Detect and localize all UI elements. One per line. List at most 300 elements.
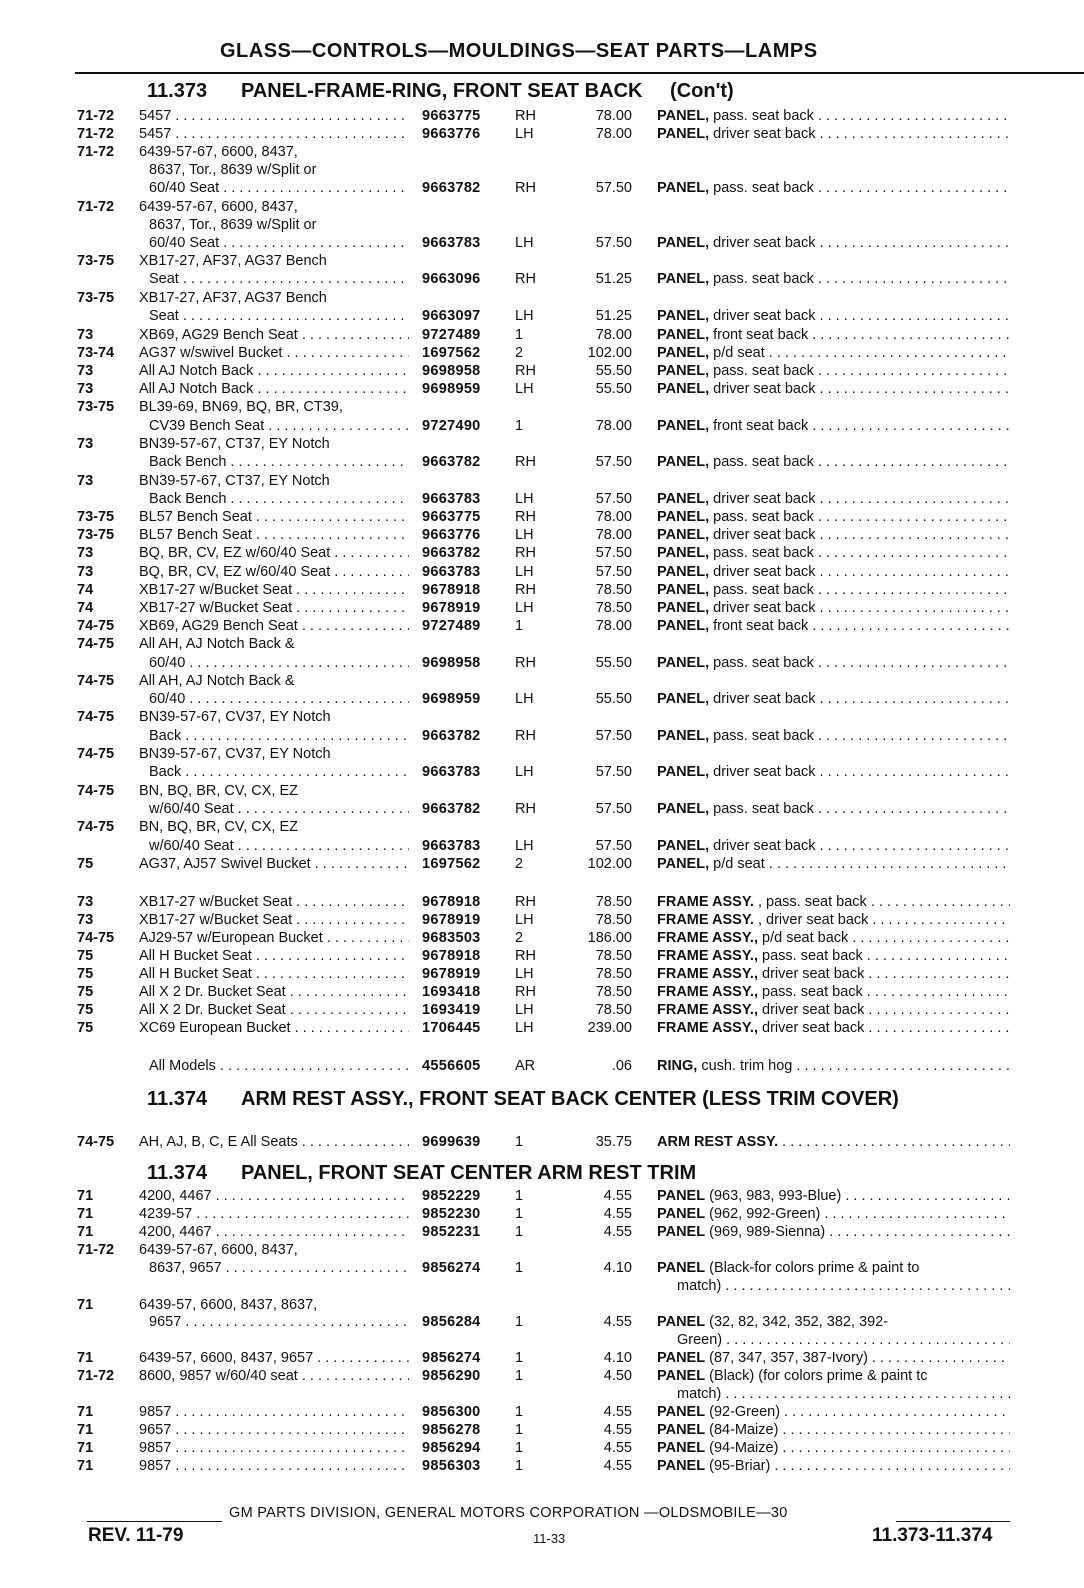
part-description [657, 617, 1010, 635]
part-description [657, 599, 1010, 617]
model-applicability: Back Bench . . . [139, 453, 409, 471]
part-detail: (87, 347, 357, 387-Ivory) [709, 1350, 868, 1366]
part-name: FRAME ASSY. [657, 894, 754, 910]
part-detail: (95-Briar) [709, 1458, 771, 1474]
table-row [0, 893, 1084, 911]
list-price: 78.50 [595, 894, 632, 910]
table-row [0, 708, 1084, 726]
list-price: 102.00 [587, 856, 632, 872]
table-row [0, 617, 1084, 635]
part-number: 9683503 [422, 930, 481, 946]
table-row [0, 837, 1084, 855]
table-row [0, 380, 1084, 398]
model-applicability: All Models . . . [139, 1057, 409, 1075]
part-description [657, 544, 1010, 562]
quantity: LH [515, 764, 534, 780]
list-price: 4.55 [603, 1440, 632, 1456]
model-applicability: 9857 . . . [139, 1457, 409, 1475]
model-year: 73-74 [77, 345, 115, 361]
part-detail: pass. seat back [713, 545, 814, 561]
part-detail: pass. seat back [713, 728, 814, 744]
table-row [0, 581, 1084, 599]
list-price: 78.50 [595, 948, 632, 964]
table-row [0, 198, 1084, 216]
model-applicability: BN39-57-67, CV37, EY Notch [139, 709, 331, 725]
model-year: 71 [77, 1422, 94, 1438]
part-description [657, 1439, 1010, 1457]
quantity: LH [515, 527, 534, 543]
part-number: 9663783 [422, 764, 481, 780]
model-year: 75 [77, 966, 94, 982]
model-applicability: XB17-27 w/Bucket Seat . . . [139, 599, 409, 617]
part-name: PANEL [657, 1422, 706, 1438]
list-price: 4.55 [603, 1422, 632, 1438]
part-number: 9852230 [422, 1206, 481, 1222]
table-row [0, 1385, 1084, 1403]
table-row [0, 911, 1084, 929]
quantity: 1 [515, 618, 524, 634]
part-name: PANEL, [657, 491, 710, 507]
part-description [657, 526, 1010, 544]
model-year: 73-75 [77, 509, 115, 525]
quantity: RH [515, 948, 536, 964]
part-detail: pass. seat back [713, 108, 814, 124]
model-year: 75 [77, 856, 94, 872]
part-name: PANEL, [657, 509, 710, 525]
section-heading: PANEL, FRONT SEAT CENTER ARM REST TRIM [241, 1162, 697, 1184]
part-number: 9852229 [422, 1188, 481, 1204]
part-description [657, 1259, 1010, 1277]
part-detail: , pass. seat back [757, 894, 867, 910]
list-price: 102.00 [587, 345, 632, 361]
table-row [0, 252, 1084, 270]
quantity: LH [515, 308, 534, 324]
quantity: RH [515, 180, 536, 196]
part-detail: (32, 82, 342, 352, 382, 392- [709, 1314, 889, 1330]
model-applicability: BN, BQ, BR, CV, CX, EZ [139, 783, 299, 799]
model-applicability: XB17-27, AF37, AG37 Bench [139, 253, 327, 269]
quantity: 1 [515, 418, 524, 434]
table-row [0, 1187, 1084, 1205]
list-price: 55.50 [595, 381, 632, 397]
model-year: 74 [77, 582, 94, 598]
part-name: PANEL, [657, 180, 710, 196]
footer-corporation: GM PARTS DIVISION, GENERAL MOTORS CORPORATION —OLDSMOBILE—30 [229, 1505, 788, 1521]
part-number: 9663783 [422, 235, 481, 251]
model-year: 71-72 [77, 108, 115, 124]
part-number: 9678919 [422, 966, 481, 982]
part-description [657, 1403, 1010, 1421]
quantity: 1 [515, 1350, 524, 1366]
part-detail: pass. seat back [713, 271, 814, 287]
model-year: 75 [77, 1002, 94, 1018]
table-row [0, 435, 1084, 453]
part-number: 9856284 [422, 1314, 481, 1330]
table-row [0, 143, 1084, 161]
table-row [0, 1001, 1084, 1019]
model-applicability: 6439-57, 6600, 8437, 9657 . . . [139, 1349, 409, 1367]
list-price: .06 [611, 1058, 632, 1074]
list-price: 51.25 [595, 271, 632, 287]
part-name: PANEL [657, 1404, 706, 1420]
table-row [0, 763, 1084, 781]
table-row [0, 453, 1084, 471]
part-detail: driver seat back [762, 1020, 865, 1036]
part-name: PANEL, [657, 235, 710, 251]
part-description [657, 307, 1010, 325]
table-row [0, 727, 1084, 745]
part-number: 9698959 [422, 381, 481, 397]
part-name: PANEL, [657, 381, 710, 397]
list-price: 4.10 [603, 1350, 632, 1366]
part-description [657, 893, 1010, 911]
model-year: 73 [77, 545, 94, 561]
part-name: PANEL, [657, 327, 710, 343]
part-name: PANEL [657, 1440, 706, 1456]
part-number: 9856278 [422, 1422, 481, 1438]
model-year: 71 [77, 1458, 94, 1474]
part-description [657, 1001, 1010, 1019]
model-year: 73 [77, 473, 94, 489]
list-price: 78.50 [595, 966, 632, 982]
model-year: 71 [77, 1350, 94, 1366]
part-name: PANEL, [657, 564, 710, 580]
part-detail: (Black-for colors prime & paint to [709, 1260, 920, 1276]
model-year: 74-75 [77, 783, 115, 799]
part-name: FRAME ASSY., [657, 948, 758, 964]
table-row [0, 782, 1084, 800]
table-row [0, 1331, 1084, 1349]
part-description [657, 344, 1010, 362]
part-name: PANEL [657, 1224, 706, 1240]
part-description [657, 179, 1010, 197]
list-price: 78.00 [595, 108, 632, 124]
model-year: 73 [77, 894, 94, 910]
table-row [0, 326, 1084, 344]
model-applicability: 5457 . . . [139, 125, 409, 143]
footer-revision: REV. 11-79 [88, 1525, 184, 1546]
part-number: 9727490 [422, 418, 481, 434]
part-detail: (84-Maize) [709, 1422, 779, 1438]
quantity: 1 [515, 1368, 524, 1384]
running-head [75, 38, 1084, 74]
model-applicability: All X 2 Dr. Bucket Seat . . . [139, 1001, 409, 1019]
table-row [0, 1133, 1084, 1151]
quantity: RH [515, 509, 536, 525]
model-year: 73-75 [77, 527, 115, 543]
model-applicability: All AJ Notch Back . . . [139, 362, 409, 380]
quantity: 1 [515, 327, 524, 343]
section-heading: PANEL-FRAME-RING, FRONT SEAT BACK [241, 80, 643, 102]
model-year: 74-75 [77, 1134, 115, 1150]
list-price: 4.55 [603, 1206, 632, 1222]
part-number: 9678919 [422, 600, 481, 616]
quantity: LH [515, 381, 534, 397]
list-price: 4.55 [603, 1314, 632, 1330]
quantity: 1 [515, 1206, 524, 1222]
part-detail: p/d seat back [762, 930, 849, 946]
model-applicability: AH, AJ, B, C, E All Seats . . . [139, 1133, 409, 1151]
quantity: LH [515, 691, 534, 707]
part-name: FRAME ASSY., [657, 1002, 758, 1018]
model-applicability: Back Bench . . . [139, 490, 409, 508]
table-row [0, 1277, 1084, 1295]
table-row [0, 362, 1084, 380]
part-number: 1693419 [422, 1002, 481, 1018]
model-year: 71-72 [77, 144, 115, 160]
list-price: 78.50 [595, 984, 632, 1000]
quantity: RH [515, 545, 536, 561]
part-description [657, 1313, 1010, 1331]
part-description [657, 965, 1010, 983]
table-row [0, 107, 1084, 125]
part-detail: match) [677, 1278, 722, 1294]
model-applicability: BL39-69, BN69, BQ, BR, CT39, [139, 399, 343, 415]
part-description [657, 1019, 1010, 1037]
part-description [657, 1277, 1010, 1295]
quantity: 1 [515, 1440, 524, 1456]
model-year: 73 [77, 564, 94, 580]
part-detail: pass. seat back [762, 948, 863, 964]
part-number: 9856303 [422, 1458, 481, 1474]
list-price: 239.00 [587, 1020, 632, 1036]
list-price: 57.50 [595, 764, 632, 780]
quantity: 1 [515, 1404, 524, 1420]
list-price: 57.50 [595, 728, 632, 744]
model-applicability: 8637, 9657 . . . [139, 1259, 409, 1277]
section-title [147, 1088, 899, 1111]
quantity: LH [515, 1002, 534, 1018]
table-row [0, 1349, 1084, 1367]
model-applicability: 4200, 4467 . . . [139, 1187, 409, 1205]
quantity: AR [515, 1058, 536, 1074]
part-description [657, 837, 1010, 855]
part-description [657, 1331, 1010, 1349]
part-description [657, 270, 1010, 288]
model-applicability: 60/40 Seat . . . [139, 179, 409, 197]
part-description [657, 727, 1010, 745]
quantity: 1 [515, 1134, 524, 1150]
part-detail: cush. trim hog [701, 1058, 793, 1074]
part-detail: p/d seat [713, 856, 765, 872]
model-applicability: BL57 Bench Seat . . . [139, 508, 409, 526]
model-applicability: BN39-57-67, CT37, EY Notch [139, 473, 330, 489]
list-price: 4.55 [603, 1404, 632, 1420]
part-number: 9698959 [422, 691, 481, 707]
running-head-text: GLASS—CONTROLS—MOULDINGS—SEAT PARTS—LAMPS [220, 40, 818, 62]
list-price: 57.50 [595, 454, 632, 470]
table-row [0, 526, 1084, 544]
model-year: 74-75 [77, 819, 115, 835]
quantity: RH [515, 108, 536, 124]
part-detail: driver seat back [713, 691, 816, 707]
model-applicability: BQ, BR, CV, EZ w/60/40 Seat . . . [139, 544, 409, 562]
part-name: PANEL, [657, 545, 710, 561]
part-description [657, 1133, 1010, 1151]
part-number: 9663783 [422, 491, 481, 507]
model-applicability: Seat . . . [139, 307, 409, 325]
quantity: LH [515, 126, 534, 142]
table-row [0, 490, 1084, 508]
model-applicability: 9657 . . . [139, 1421, 409, 1439]
part-name: PANEL, [657, 655, 710, 671]
model-applicability: XC69 European Bucket . . . [139, 1019, 409, 1037]
quantity: LH [515, 491, 534, 507]
model-year: 74-75 [77, 746, 115, 762]
list-price: 57.50 [595, 838, 632, 854]
quantity: LH [515, 838, 534, 854]
model-applicability: 6439-57-67, 6600, 8437, [139, 1242, 298, 1258]
model-applicability: XB69, AG29 Bench Seat . . . [139, 617, 409, 635]
model-applicability: AG37, AJ57 Swivel Bucket . . . [139, 855, 409, 873]
table-row [0, 179, 1084, 197]
table-row [0, 508, 1084, 526]
list-price: 78.00 [595, 527, 632, 543]
model-applicability: Seat . . . [139, 270, 409, 288]
part-name: PANEL, [657, 600, 710, 616]
part-number: 9663782 [422, 454, 481, 470]
table-row [0, 1205, 1084, 1223]
part-number: 9856300 [422, 1404, 481, 1420]
table-row [0, 270, 1084, 288]
model-year: 71 [77, 1188, 94, 1204]
model-applicability: 9657 . . . [139, 1313, 409, 1331]
list-price: 4.55 [603, 1188, 632, 1204]
section-continued: (Con't) [670, 80, 734, 102]
model-applicability: 6439-57, 6600, 8437, 8637, [139, 1297, 318, 1313]
table-row [0, 563, 1084, 581]
table-row [0, 216, 1084, 234]
section-title [147, 80, 734, 103]
table-row [0, 983, 1084, 1001]
model-year: 75 [77, 984, 94, 1000]
list-price: 78.50 [595, 582, 632, 598]
model-year: 74 [77, 600, 94, 616]
part-detail: (92-Green) [709, 1404, 781, 1420]
quantity: 1 [515, 1314, 524, 1330]
part-number: 9663776 [422, 126, 481, 142]
part-detail: pass. seat back [713, 655, 814, 671]
table-row [0, 1259, 1084, 1277]
part-number: 9663782 [422, 728, 481, 744]
part-number: 9663775 [422, 509, 481, 525]
table-row [0, 1019, 1084, 1037]
part-name: PANEL, [657, 418, 710, 434]
section-heading: ARM REST ASSY., FRONT SEAT BACK CENTER (LESS TRIM COVER) [241, 1088, 899, 1110]
section-number: 11.373 [147, 80, 208, 102]
table-row [0, 1421, 1084, 1439]
part-detail: pass. seat back [713, 180, 814, 196]
part-description [657, 362, 1010, 380]
part-description [657, 107, 1010, 125]
part-description [657, 234, 1010, 252]
model-applicability: BN, BQ, BR, CV, CX, EZ [139, 819, 299, 835]
table-row [0, 417, 1084, 435]
model-year: 73 [77, 912, 94, 928]
model-applicability: w/60/40 Seat . . . [139, 837, 409, 855]
model-applicability: AG37 w/swivel Bucket . . . [139, 344, 409, 362]
model-year: 71-72 [77, 199, 115, 215]
part-number: 9698958 [422, 655, 481, 671]
part-name: PANEL, [657, 801, 710, 817]
part-name: PANEL, [657, 108, 710, 124]
section-title [147, 1162, 696, 1185]
part-number: 9678918 [422, 582, 481, 598]
quantity: RH [515, 894, 536, 910]
part-number: 4556605 [422, 1058, 481, 1074]
model-applicability: BQ, BR, CV, EZ w/60/40 Seat . . . [139, 563, 409, 581]
quantity: RH [515, 363, 536, 379]
quantity: 1 [515, 1260, 524, 1276]
model-applicability: BN39-57-67, CT37, EY Notch [139, 436, 330, 452]
model-applicability: All X 2 Dr. Bucket Seat . . . [139, 983, 409, 1001]
part-detail: pass. seat back [713, 363, 814, 379]
part-name: PANEL, [657, 691, 710, 707]
part-description [657, 1421, 1010, 1439]
model-applicability: All AJ Notch Back . . . [139, 380, 409, 398]
model-year: 71 [77, 1440, 94, 1456]
table-row [0, 1313, 1084, 1331]
quantity: RH [515, 728, 536, 744]
quantity: 1 [515, 1188, 524, 1204]
part-name: FRAME ASSY., [657, 984, 758, 1000]
quantity: 2 [515, 856, 524, 872]
part-detail: front seat back [713, 418, 809, 434]
list-price: 78.00 [595, 327, 632, 343]
model-applicability: AJ29-57 w/European Bucket . . . [139, 929, 409, 947]
table-row [0, 1457, 1084, 1475]
list-price: 78.50 [595, 912, 632, 928]
list-price: 78.00 [595, 418, 632, 434]
part-description [657, 581, 1010, 599]
table-row [0, 1403, 1084, 1421]
part-description [657, 1457, 1010, 1475]
part-number: 9699639 [422, 1134, 481, 1150]
quantity: LH [515, 600, 534, 616]
part-detail: (94-Maize) [709, 1440, 779, 1456]
model-applicability: XB17-27 w/Bucket Seat . . . [139, 581, 409, 599]
table-row [0, 1296, 1084, 1314]
part-description [657, 563, 1010, 581]
part-name: PANEL, [657, 271, 710, 287]
part-number: 9663782 [422, 801, 481, 817]
part-description [657, 983, 1010, 1001]
model-applicability: 8637, Tor., 8639 w/Split or [149, 162, 317, 178]
part-description [657, 690, 1010, 708]
model-applicability: w/60/40 Seat . . . [139, 800, 409, 818]
table-row [0, 1223, 1084, 1241]
part-detail: pass. seat back [713, 801, 814, 817]
part-description [657, 125, 1010, 143]
footer-section-range: 11.373-11.374 [872, 1525, 993, 1546]
table-row [0, 1439, 1084, 1457]
part-number: 1693418 [422, 984, 481, 1000]
table-row [0, 690, 1084, 708]
part-detail: driver seat back [762, 1002, 865, 1018]
model-applicability: XB17-27 w/Bucket Seat . . . [139, 893, 409, 911]
part-description [657, 1205, 1010, 1223]
model-year: 74-75 [77, 618, 115, 634]
table-row [0, 745, 1084, 763]
part-number: 9663096 [422, 271, 481, 287]
model-year: 73 [77, 436, 94, 452]
part-name: FRAME ASSY. [657, 912, 754, 928]
part-detail: pass. seat back [762, 984, 863, 1000]
model-applicability: BN39-57-67, CV37, EY Notch [139, 746, 331, 762]
part-number: 9678919 [422, 912, 481, 928]
part-detail: p/d seat [713, 345, 765, 361]
table-row [0, 161, 1084, 179]
